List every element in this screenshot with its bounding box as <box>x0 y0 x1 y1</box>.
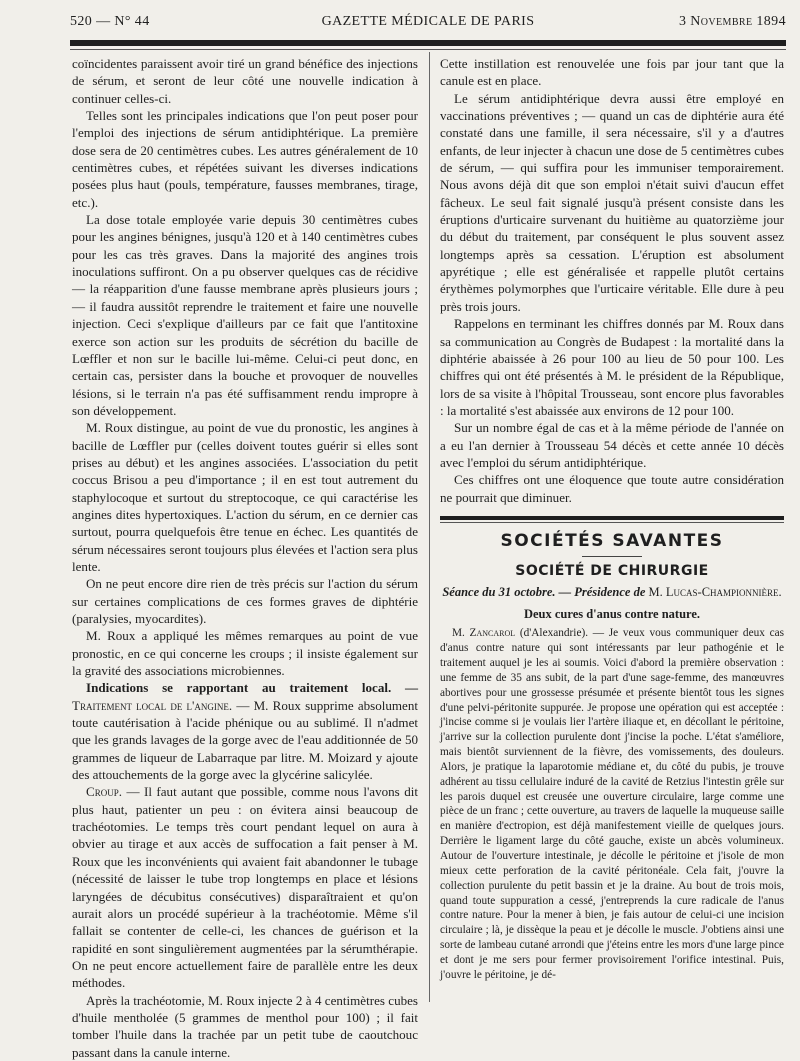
article-text: (d'Alexandrie). — Je veux vous communiquer deux cas d'anus contre nature qui sont intéressants par leur pathogénie et le traitement auquel je les ai soumis. Voici d'abord la première observation : une femme de 35 ans subit, de la part d'une sage-femme, des manœuvres abortives pour une grossesse présumée et présente bientôt tous les signes d'une pelvi-péritonite suppurée. Je propose une opération qui est acceptée : j'incise comme si je voulais lier l'artère iliaque et, en décollant le péritoine, j'arrive sur la collection purulente dont j'incise la poche. L'état s'améliore, mais bientôt surviennent de la fièvre, des vomissements, des douleurs. Alors, je pratique la laparotomie médiane et, du côté du pubis, je trouve adhérent au tissu cellulaire induré de la cavité de Retzius l'intestin grêle sur les parois duquel est creusée une ouverture circulaire, large comme une pièce de un franc ; cette ouverture, au travers de laquelle la muqueuse saille en manière d'ectropion, est déjà manifestement vieille de quelques jours. Derrière le ligament large du côté gauche, existe un abcès volumineux. Autour de l'ouverture intestinale, je décolle le péritoine et j'isole de mon mieux cette perforation de la cavité péritonéale. Cela fait, j'ouvre la collection purulente du petit bassin et je la draine. Au bout de trois mois, quand toute suppuration a cessé, j'entreprends la cure radicale de l'anus contre nature. Pour la mener à bien, je fais autour de celui-ci une incision circulaire ; là, je dissèque la peau et je décolle le muscle. J'obtiens ainsi une sorte de lambeau cutané arrondi que j'éteins entre les mors d'une large pince et dont je me sers pour fermer provisoirement l'orifice intestinal. Puis, j'ouvre le péritoine, je dé- <box>440 627 785 981</box>
section-rule-thin <box>440 522 784 523</box>
paragraph: Telles sont les principales indications que l'on peut poser pour l'emploi des injections de sérum antidiphtérique. La première dose sera de 20 centimètres cubes. Les autres généralement de 10 centimètres cubes, et répétées suivant les diverses indications posées plus haut (pouls, température, fausses membranes, tirage, etc.). <box>72 108 418 210</box>
paragraph: Rappelons en terminant les chiffres donnés par M. Roux dans sa communication au Congrès de Budapest : la mortalité dans la diphtérie abaissée à 26 pour 100 au lieu de 50 pour 100. Les chiffres qui ont été présentés à M. le président de la République, lors de sa visite à l'hôpital Trousseau, sont encore plus favorables : la mortalité s'est abaissée aux environs de 12 pour 100. <box>440 316 784 418</box>
left-column <box>72 55 418 1061</box>
header-rule-thin <box>70 49 786 50</box>
paragraph: Après la trachéotomie, M. Roux injecte 2 à 4 centimètres cubes d'huile mentholée (5 grammes de menthol pour 100) ; il fait tomber l'huile dans la trachée par un petit tube de caoutchouc passant dans la canule interne. <box>72 992 418 1060</box>
article-body <box>440 626 784 982</box>
journal-title: GAZETTE MÉDICALE DE PARIS <box>321 14 535 29</box>
subsection-label: Croup. <box>86 784 122 800</box>
paragraph: M. Roux a appliqué les mêmes remarques au point de vue pronostic, en ce qui concerne les croups ; il insiste également sur la gravité des associations microbiennes. <box>72 628 418 679</box>
issue-date: 3 Novembre 1894 <box>678 14 786 29</box>
article-title: Deux cures d'anus contre nature. <box>523 606 701 621</box>
paragraph: Le sérum antidiphtérique devra aussi être employé en vaccinations préventives ; — quand un cas de diphtérie aura été constaté dans une famille, il sera nécessaire, s'il y a d'autres enfants, de leur injecter à chacun une dose de 5 centimètres cubes de sérum, — qui suffira pour les immuniser temporairement. Nous avons déjà dit que son emploi n'était suivi d'aucun effet fâcheux. Le seul fait signalé jusqu'à présent consiste dans les éruptions d'urticaire survenant du huitième au quatorzième jour du début du traitement, par conséquent le plus souvent assez longtemps après sa cessation. L'éruption est absolument apyrétique ; elle est généralisée et rappelle plutôt certains érythèmes polymorphes que l'urticaire véritable. Elle dure à peu près trois jours. <box>440 90 784 314</box>
paragraph-croup <box>72 783 418 991</box>
header-rule <box>70 40 786 46</box>
article-paragraph <box>440 626 784 982</box>
session-line <box>440 584 784 601</box>
section-title: SOCIÉTÉS SAVANTES <box>500 530 724 551</box>
paragraph-text: — Il faut autant que possible, comme nous l'avons dit plus haut, patienter un peu : on évitera ainsi beaucoup de trachéotomies. Le temps très court pendant lequel on aura à obvier au tirage et aux accès de suffocation a fait penser à M. Roux que les inconvénients qui avaient fait abandonner le tubage (nécessité de laisser le tube trop longtemps en place et lésions laryngées de décubitus consécutives) disparaîtraient et qu'on aurait alors un procédé supérieur à la trachéotomie. Même s'il fallait se contenter de celle-ci, les chances de guérison et la rapidité en sont singulièrement augmentées par la sérumthérapie. On ne peut encore actuellement faire de parallèle entre les deux méthodes. <box>72 784 418 991</box>
section-heading: Indications se rapportant au traitement local. — <box>86 680 418 696</box>
paragraph: Ces chiffres ont une éloquence que toute autre considération ne pourrait que diminuer. <box>440 472 784 505</box>
title-underline <box>582 556 642 557</box>
paragraph-local-treatment <box>72 679 418 783</box>
paragraph: Sur un nombre égal de cas et à la même période de l'année on a eu l'an dernier à Trousseau 54 décès et cette année 10 décès avec l'emploi du sérum antidiphtérique. <box>440 420 784 470</box>
column-divider <box>429 52 430 1002</box>
right-column <box>440 55 784 983</box>
paragraph: M. Roux distingue, au point de vue du pronostic, les angines à bacille de Lœffler pur (celles doivent toutes guérir si elles sont prises au début) et les angines associées. L'association du petit coccus Brisou a peu d'importance ; il en est tout autrement du staphylocoque et surtout du streptocoque, ce qui caractérise les angines dites hypertoxiques. L'action du sérum, en ce dernier cas surtout, pourra quelquefois être tenue en échec. Les quantités de sérum nécessaires seront toujours plus élevées et l'action sera plus lente. <box>72 420 418 574</box>
page-header <box>70 14 786 38</box>
session-president: M. Lucas-Championnière. <box>645 584 782 599</box>
paragraph: Cette instillation est renouvelée une fois par jour tant que la canule est en place. <box>440 56 784 89</box>
section-rule <box>440 516 784 520</box>
paragraph: coïncidentes paraissent avoir tiré un grand bénéfice des injections de sérum, et seront de leur côté une nouvelle indication à continuer celles-ci. <box>72 56 418 106</box>
society-name: SOCIÉTÉ DE CHIRURGIE <box>515 563 709 580</box>
speaker-name: M. Zancarol <box>452 627 516 640</box>
paragraph: On ne peut encore dire rien de très précis sur l'action du sérum sur certaines complications de ces formes graves de diphtérie (paralysies, myocardites). <box>72 576 418 626</box>
paragraph-text: — M. Roux supprime absolument toute cautérisation à l'acide phénique ou au sublimé. Il n'admet que les grands lavages de la gorge avec de l'eau additionnée de 50 grammes de liqueur de Labarraque par litre. M. Moizard y ajoute des attouchements de la gorge avec la glycérine salicylée. <box>72 697 418 783</box>
paragraph: La dose totale employée varie depuis 30 centimètres cubes pour les angines bénignes, jusqu'à 120 et à 140 centimètres cubes pour les cas très graves. Dans la majorité des angines trois inoculations suffiront. On a pu observer quelques cas de récidive — la réapparition d'une fausse membrane après plusieurs jours ; — il faudra aussitôt reprendre le traitement et faire une nouvelle injection. Ceci s'explique d'ailleurs par ce fait que l'antitoxine exerce son action sur les produits de sécrétion du bacille de Lœffler et non sur le bacille lui-même. Celui-ci peut donc, en certain cas, persister dans la bouche et provoquer de nouvelles lésions, si le terrain n'a pas été suffisamment rendu impropre à son développement. <box>72 212 418 418</box>
page-number: 520 — N° 44 <box>70 14 150 29</box>
session-date: Séance du 31 octobre. — Présidence de <box>442 584 646 599</box>
subsection-label: Traitement local de l'angine. <box>72 697 233 713</box>
